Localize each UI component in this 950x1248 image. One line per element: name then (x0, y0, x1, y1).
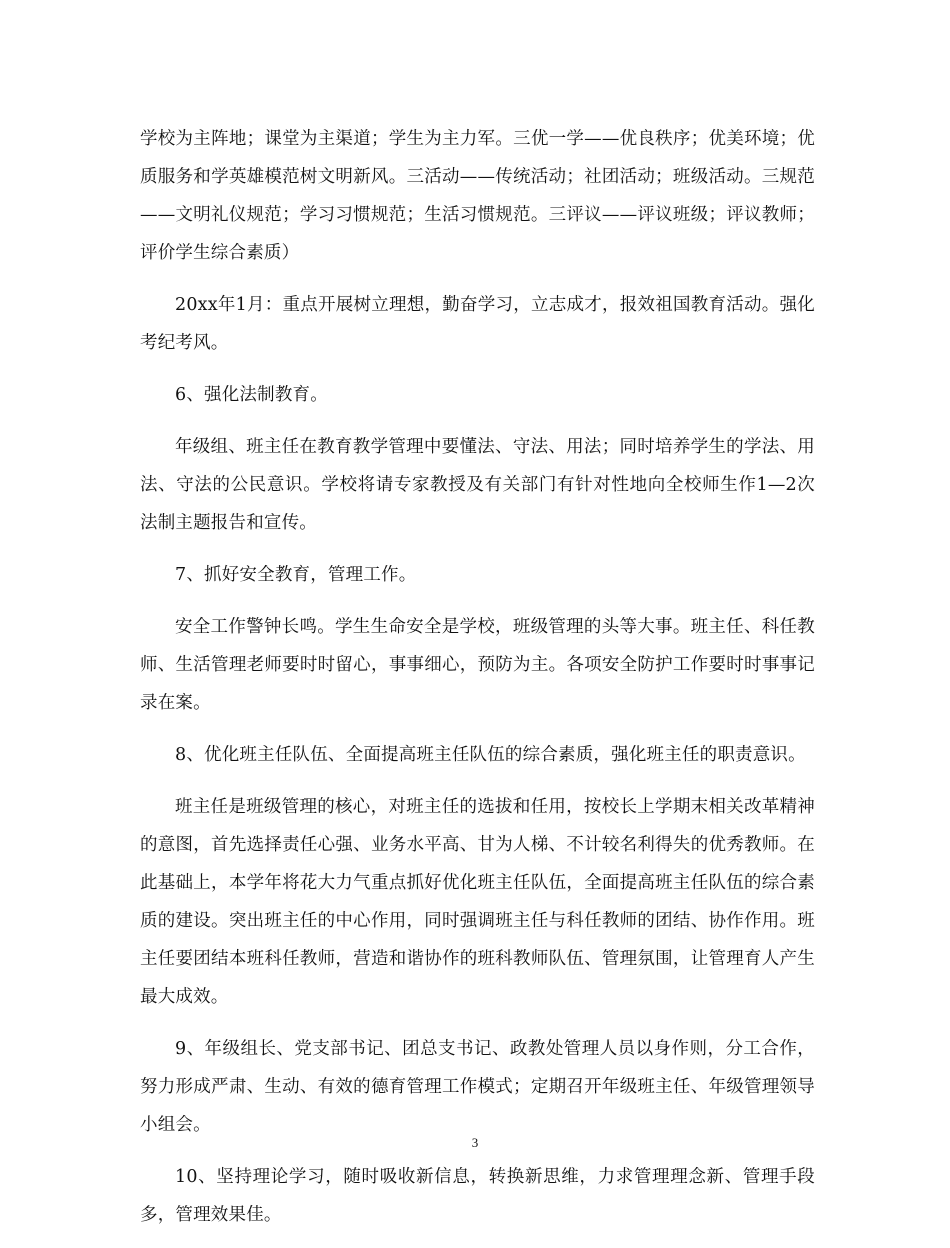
paragraph-safety-work: 安全工作警钟长鸣。学生生命安全是学校，班级管理的头等大事。班主任、科任教师、生活管理老师要时时留心，事事细心，预防为主。各项安全防护工作要时时事事记录在案。 (140, 617, 815, 713)
paragraph-january-plan: 20xx年1月：重点开展树立理想，勤奋学习，立志成才，报效祖国教育活动。强化考纪考风。 (140, 295, 815, 353)
section-item-9: 9、年级组长、党支部书记、团总支书记、政教处管理人员以身作则，分工合作，努力形成严肃、生动、有效的德育管理工作模式；定期召开年级班主任、年级管理领导小组会。 (140, 1039, 815, 1135)
paragraph-continuation: 学校为主阵地；课堂为主渠道；学生为主力军。三优一学——优良秩序；优美环境；优质服务和学英雄模范树文明新风。三活动——传统活动；社团活动；班级活动。三规范——文明礼仪规范；学习习惯规范；生活习惯规范。三评议——评议班级；评议教师；评价学生综合素质） (140, 129, 815, 263)
paragraph-legal-education: 年级组、班主任在教育教学管理中要懂法、守法、用法；同时培养学生的学法、用法、守法的公民意识。学校将请专家教授及有关部门有针对性地向全校师生作1—2次法制主题报告和宣传。 (140, 437, 815, 533)
page-number: 3 (471, 1135, 479, 1150)
section-heading-6: 6、强化法制教育。 (175, 385, 328, 405)
section-heading-8: 8、优化班主任队伍、全面提高班主任队伍的综合素质，强化班主任的职责意识。 (175, 745, 806, 765)
section-heading-7: 7、抓好安全教育，管理工作。 (175, 565, 417, 585)
document-body (140, 120, 815, 1248)
section-item-10: 10、坚持理论学习，随时吸收新信息，转换新思维，力求管理理念新、管理手段多，管理效果佳。 (140, 1167, 815, 1225)
paragraph-class-teacher: 班主任是班级管理的核心，对班主任的选拔和任用，按校长上学期末相关改革精神的意图，首先选择责任心强、业务水平高、甘为人梯、不计较名利得失的优秀教师。在此基础上，本学年将花大力气重点抓好优化班主任队伍，全面提高班主任队伍的综合素质的建设。突出班主任的中心作用，同时强调班主任与科任教师的团结、协作作用。班主任要团结本班科任教师，营造和谐协作的班科教师队伍、管理氛围，让管理育人产生最大成效。 (140, 797, 815, 1007)
